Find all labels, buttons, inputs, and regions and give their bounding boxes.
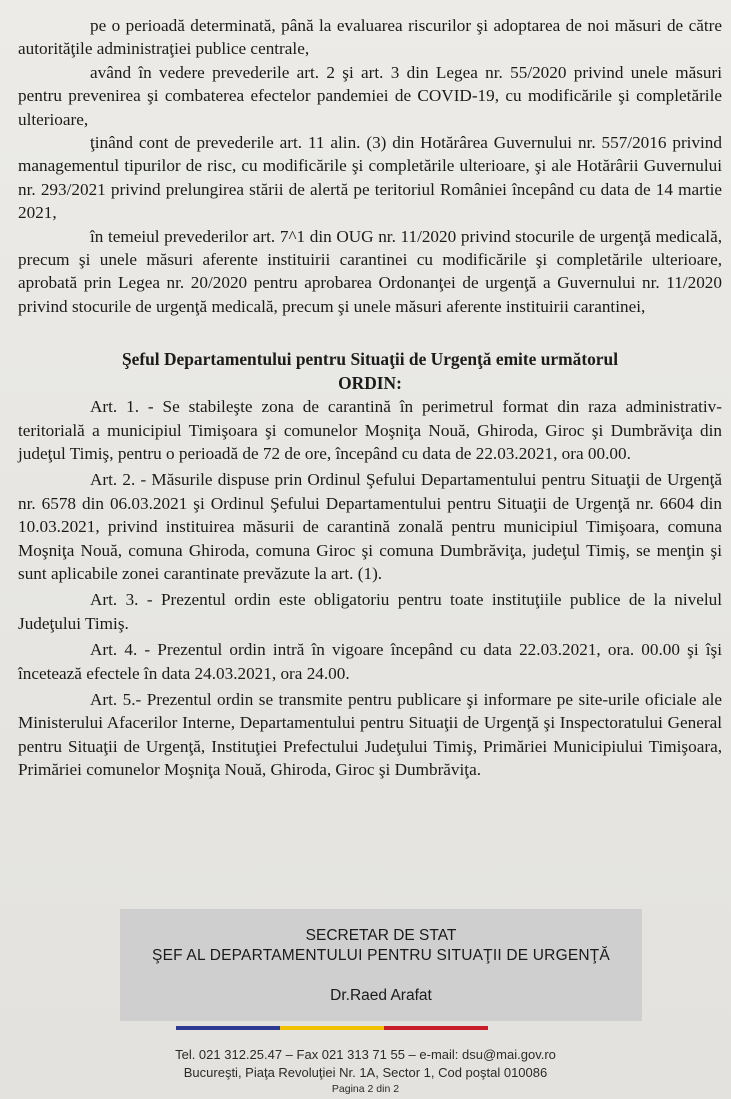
preamble-paragraph: având în vedere prevederile art. 2 şi art. 3 din Legea nr. 55/2020 privind unele măsuri pentru prevenirea şi combaterea efectelor pandemiei de COVID-19, cu modificările şi completările ulterioare, xyxy=(18,62,722,129)
article-1: Art. 1. - Se stabileşte zona de carantină în perimetrul format din raza administrativ-teritorială a municipiul Timişoara şi comunelor Moşniţa Nouă, Ghiroda, Giroc şi Dumbrăviţa din judeţul Timiş, pentru o perioadă de 72 de ore, începând cu data de 22.03.2021, ora 00.00. xyxy=(18,397,722,463)
signature-block xyxy=(120,909,642,1021)
signatory-title: SECRETAR DE STAT xyxy=(305,927,457,944)
signatory-name: Dr.Raed Arafat xyxy=(330,987,432,1004)
preamble-paragraph: pe o perioadă determinată, până la evaluarea riscurilor şi adoptarea de noi măsuri de către autorităţile administraţiei publice centrale, xyxy=(18,16,722,59)
article-2: Art. 2. - Măsurile dispuse prin Ordinul Şefului Departamentului pentru Situaţii de Urgenţă nr. 6578 din 06.03.2021 şi Ordinul Şefului Departamentului pentru Situaţii de Urgenţă nr. 6604 din 10.03.2021, privind instituirea măsurii de carantină zonală pentru municipiul Timişoara, comuna Moşniţa Nouă, comuna Ghiroda, comuna Giroc şi comuna Dumbrăviţa, judeţul Timiş, se menţin şi sunt aplicabile zonei carantinate prevăzute la art. (1). xyxy=(18,470,722,583)
article-4: Art. 4. - Prezentul ordin intră în vigoare începând cu data 22.03.2021, ora. 00.00 şi îşi încetează efectele în data 24.03.2021, ora 24.00. xyxy=(18,640,722,683)
order-heading: Şeful Departamentului pentru Situaţii de Urgenţă emite următorul xyxy=(121,349,619,370)
flag-stripe-red xyxy=(384,1026,488,1030)
preamble-paragraph: ţinând cont de prevederile art. 11 alin. (3) din Hotărârea Guvernului nr. 557/2016 privind managementul tipurilor de risc, cu modificările şi completările ulterioare, şi ale Hotărârii Guvernului nr. 293/2021 privind prelungirea stării de alertă pe teritoriul României începând cu data de 14 martie 2021, xyxy=(18,133,722,223)
preamble-paragraph: în temeiul prevederilor art. 7^1 din OUG nr. 11/2020 privind stocurile de urgenţă medicală, precum şi unele măsuri aferente instituirii carantinei cu modificările şi completările ulterioare, aprobată prin Legea nr. 20/2020 pentru aprobarea Ordonanţei de urgenţă a Guvernului nr. 11/2020 privind stocurile de urgenţă medicală, precum şi unele măsuri aferente instituirii carantinei, xyxy=(18,226,722,316)
footer-address: Bucureşti, Piaţa Revoluţiei Nr. 1A, Sector 1, Cod poştal 010086 xyxy=(183,1065,548,1080)
signatory-department: ŞEF AL DEPARTAMENTULUI PENTRU SITUAŢII DE URGENŢĂ xyxy=(152,947,610,964)
flag-stripe-blue xyxy=(176,1026,280,1030)
tricolor-line xyxy=(176,1026,488,1030)
page-number: Pagina 2 din 2 xyxy=(331,1083,400,1095)
footer-contact: Tel. 021 312.25.47 – Fax 021 313 71 55 – e-mail: dsu@mai.gov.ro xyxy=(175,1047,556,1062)
order-title: ORDIN: xyxy=(338,372,402,393)
document-body xyxy=(18,14,722,782)
article-3: Art. 3. - Prezentul ordin este obligatoriu pentru toate instituţiile publice de la nivelul Judeţului Timiş. xyxy=(18,590,722,633)
flag-stripe-yellow xyxy=(280,1026,384,1030)
article-5: Art. 5.- Prezentul ordin se transmite pentru publicare şi informare pe site-urile oficiale ale Ministerului Afacerilor Interne, Departamentului pentru Situaţii de Urgenţă şi Inspectoratului General pentru Situaţii de Urgenţă, Instituţiei Prefectului Judeţului Timiş, Primăriei Municipiului Timişoara, Primăriei comunelor Moşniţa Nouă, Ghiroda, Giroc şi Dumbrăviţa. xyxy=(18,689,722,780)
